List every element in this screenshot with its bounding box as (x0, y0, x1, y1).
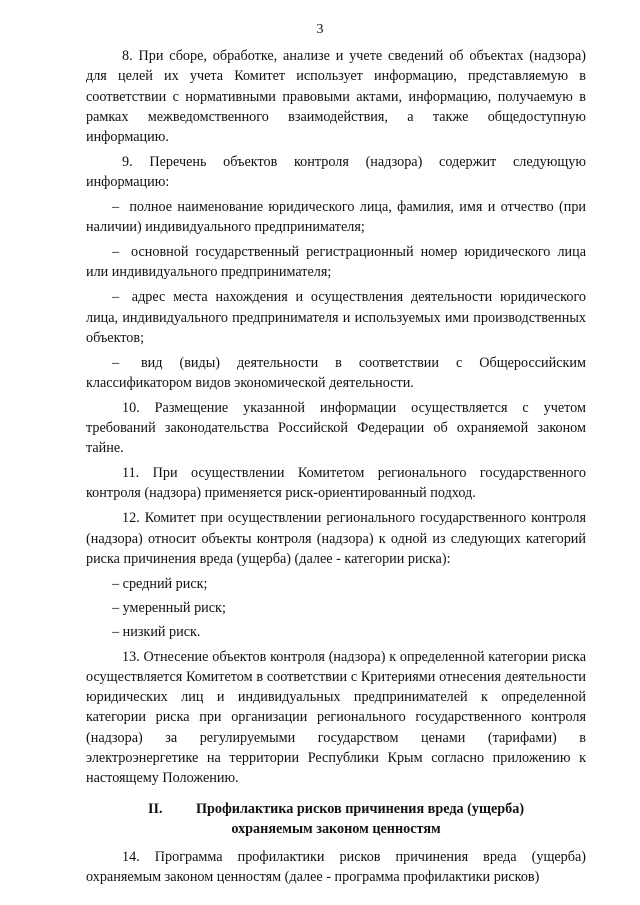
dash-marker: – (112, 244, 120, 261)
list-item-risk-moderate (86, 598, 586, 618)
page-number: 3 (316, 22, 324, 37)
paragraph-14: 14. Программа профилактики рисков причинения вреда (ущерба) охраняемым законом ценностям (далее - программа профилактики рисков) (86, 848, 586, 885)
section-number: II. (147, 800, 163, 817)
dash-marker: – (112, 199, 120, 216)
scan-artifact (157, 853, 185, 862)
list-item-legal-name (86, 197, 586, 238)
list-item-text: умеренный риск; (122, 599, 226, 616)
list-item-ogrn (86, 242, 586, 283)
dash-marker: – (112, 354, 120, 371)
dash-marker: – (112, 289, 120, 306)
dash-marker: – (112, 575, 120, 592)
list-item-text: вид (виды) деятельности в соответствии с Общероссийским классификатором видов экономической деятельности. (86, 354, 586, 391)
dash-marker: – (112, 624, 120, 641)
list-item-text: полное наименование юридического лица, фамилия, имя и отчество (при наличии) индивидуального предпринимателя; (86, 199, 587, 236)
list-item-activity-type (86, 353, 586, 394)
paragraph-8: 8. При сборе, обработке, анализе и учете сведений об объектах (надзора) для целей их учета Комитет использует информацию, представляемую в соответствии с нормативными правовыми актами, информацию, получаемую в рамках межведомственного взаимодействия, а также общедоступную информацию. (86, 48, 586, 146)
paragraph-10: 10. Размещение указанной информации осуществляется с учетом требований законодательства Российской Федерации об охраняемой законом тайне. (86, 399, 586, 457)
list-item-text: адрес места нахождения и осуществления деятельности юридического лица, индивидуального предпринимателя и используемых ими производственных объектов; (86, 289, 587, 346)
paragraph-9: 9. Перечень объектов контроля (надзора) содержит следующую информацию: (86, 153, 586, 191)
paragraph-13: 13. Отнесение объектов контроля (надзора) к определенной категории риска осуществляется Комитетом в соответствии с Критериями отнесения деятельности юридических лиц и индивидуальных предпринимателей к определенной категории риска при организации регионального государственного контроля (надзора) за регулируемыми государством ценами (тарифами) в электроэнергетике на территории Республики Крым согласно приложению к настоящему Положению. (86, 648, 586, 787)
section-title-line-1: Профилактика рисков причинения вреда (ущерба) (195, 800, 525, 817)
section-title-line-2: охраняемым законом ценностям (231, 820, 441, 837)
paragraph-11: 11. При осуществлении Комитетом регионального государственного контроля (надзора) применяется риск-ориентированный подход. (86, 465, 586, 502)
section-heading-line-1 (86, 799, 586, 819)
section-heading (86, 799, 586, 839)
paragraph-12: 12. Комитет при осуществлении регионального государственного контроля (надзора) относит объекты контроля (надзора) к одной из следующих категорий риска причинения вреда (ущерба) (далее - категории риска): (86, 510, 586, 567)
list-item-text: низкий риск. (122, 624, 201, 641)
document-body (86, 46, 586, 892)
list-item-text: средний риск; (122, 575, 208, 592)
dash-marker: – (112, 599, 120, 616)
list-item-risk-low (86, 622, 586, 642)
list-item-risk-medium (86, 574, 586, 594)
list-item-text: основной государственный регистрационный номер юридического лица или индивидуального предпринимателя; (86, 244, 587, 281)
list-item-address (86, 287, 586, 348)
